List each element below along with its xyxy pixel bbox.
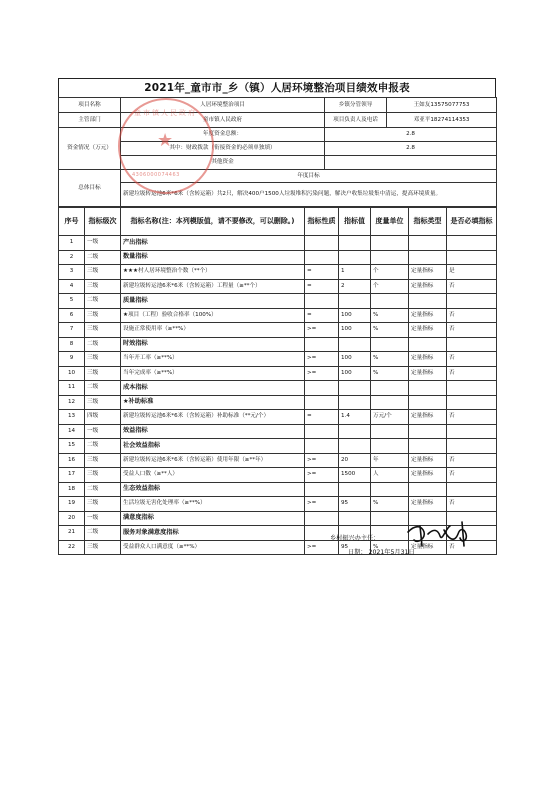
cell-required	[447, 294, 497, 309]
cell-name: 当年完成率（≥**%）	[121, 366, 305, 381]
cell-value	[339, 250, 371, 265]
col-unit: 度量单位	[371, 208, 409, 236]
cell-nature	[305, 250, 339, 265]
dept-value: 童市镇人民政府	[121, 113, 325, 128]
cell-seq: 10	[59, 366, 85, 381]
cell-nature	[305, 482, 339, 497]
leader-label: 乡镇分管领导	[325, 98, 387, 113]
table-row	[59, 497, 497, 512]
table-row	[59, 294, 497, 309]
cell-unit	[371, 381, 409, 396]
cell-name: ★★★村人居环境整治个数（**个）	[121, 265, 305, 280]
cell-nature	[305, 511, 339, 526]
cell-seq: 7	[59, 323, 85, 338]
cell-unit: 万元/个	[371, 410, 409, 425]
cell-unit: %	[371, 352, 409, 367]
cell-required	[447, 395, 497, 410]
cell-seq: 6	[59, 308, 85, 323]
cell-name: 生态效益指标	[121, 482, 305, 497]
cell-value	[339, 439, 371, 454]
table-row	[59, 352, 497, 367]
cell-unit	[371, 236, 409, 251]
table-row	[59, 366, 497, 381]
table-row	[59, 453, 497, 468]
cell-unit: 个	[371, 279, 409, 294]
seal-ring-text: 童市镇人民政府	[134, 109, 197, 117]
cell-type	[409, 337, 447, 352]
cell-required: 否	[447, 366, 497, 381]
cell-name: 产出指标	[121, 236, 305, 251]
cell-nature	[305, 236, 339, 251]
cell-type: 定量指标	[409, 352, 447, 367]
cell-seq: 15	[59, 439, 85, 454]
cell-level: 三级	[85, 366, 121, 381]
cell-type	[409, 482, 447, 497]
cell-value: 95	[339, 540, 371, 555]
cell-type	[409, 250, 447, 265]
cell-value	[339, 236, 371, 251]
other-label: 其他资金	[121, 156, 325, 170]
dept-label: 主管部门	[59, 113, 121, 128]
cell-nature	[305, 381, 339, 396]
cell-name: 社会效益指标	[121, 439, 305, 454]
table-row	[59, 236, 497, 251]
cell-seq: 5	[59, 294, 85, 309]
cell-level: 二级	[85, 482, 121, 497]
other-value	[325, 156, 497, 170]
page-title: 2021年_童市市_乡（镇）人居环境整治项目绩效申报表	[58, 78, 496, 97]
cell-unit	[371, 482, 409, 497]
cell-value	[339, 482, 371, 497]
cell-unit: %	[371, 323, 409, 338]
cell-seq: 8	[59, 337, 85, 352]
leader-value: 王如友13575077753	[387, 98, 497, 113]
table-row	[59, 308, 497, 323]
cell-level: 三级	[85, 308, 121, 323]
cell-seq: 14	[59, 424, 85, 439]
cell-required: 否	[447, 308, 497, 323]
cell-unit: %	[371, 308, 409, 323]
fiscal-label: 其中：财政拨款（衔接资金的必须单独填）	[121, 142, 325, 156]
cell-level: 三级	[85, 323, 121, 338]
cell-unit	[371, 395, 409, 410]
cell-nature	[305, 395, 339, 410]
cell-type: 定量指标	[409, 279, 447, 294]
cell-required: 否	[447, 323, 497, 338]
cell-seq: 4	[59, 279, 85, 294]
cell-level: 一级	[85, 236, 121, 251]
table-row	[59, 265, 497, 280]
cell-level: 一级	[85, 511, 121, 526]
table-row	[59, 395, 497, 410]
cell-value: 100	[339, 366, 371, 381]
cell-unit: 人	[371, 468, 409, 483]
cell-nature	[305, 337, 339, 352]
cell-type	[409, 294, 447, 309]
cell-name: 服务对象满意度指标	[121, 526, 305, 541]
cell-required	[447, 250, 497, 265]
cell-unit	[371, 337, 409, 352]
table-row	[59, 439, 497, 454]
cell-level: 三级	[85, 468, 121, 483]
cell-value: 95	[339, 497, 371, 512]
cell-value: 100	[339, 323, 371, 338]
indicator-table	[58, 207, 497, 555]
cell-level: 四级	[85, 410, 121, 425]
cell-value	[339, 424, 371, 439]
cell-value	[339, 395, 371, 410]
cell-level: 三级	[85, 395, 121, 410]
cell-unit: %	[371, 366, 409, 381]
cell-nature: >=	[305, 453, 339, 468]
table-row	[59, 482, 497, 497]
cell-required: 否	[447, 352, 497, 367]
cell-value: 1	[339, 265, 371, 280]
cell-value: 1.4	[339, 410, 371, 425]
cell-level: 二级	[85, 526, 121, 541]
cell-value: 100	[339, 352, 371, 367]
cell-unit	[371, 250, 409, 265]
cell-unit	[371, 511, 409, 526]
cell-seq: 3	[59, 265, 85, 280]
cell-level: 二级	[85, 439, 121, 454]
cell-unit: 个	[371, 265, 409, 280]
cell-nature: >=	[305, 540, 339, 555]
cell-nature: >=	[305, 323, 339, 338]
cell-type: 定量指标	[409, 497, 447, 512]
cell-unit	[371, 424, 409, 439]
cell-level: 二级	[85, 337, 121, 352]
cell-nature: =	[305, 279, 339, 294]
cell-seq: 13	[59, 410, 85, 425]
cell-seq: 17	[59, 468, 85, 483]
cell-type	[409, 381, 447, 396]
table-row	[59, 279, 497, 294]
cell-seq: 20	[59, 511, 85, 526]
cell-required: 是	[447, 265, 497, 280]
cell-level: 三级	[85, 497, 121, 512]
cell-level: 三级	[85, 265, 121, 280]
date-value: 2021年5月31日	[368, 549, 415, 556]
col-type: 指标类型	[409, 208, 447, 236]
report-sheet	[58, 78, 496, 555]
cell-level: 二级	[85, 250, 121, 265]
cell-required: 否	[447, 468, 497, 483]
footer	[330, 532, 415, 560]
cell-level: 二级	[85, 294, 121, 309]
total-label: 年度资金总额：	[121, 128, 325, 142]
cell-level: 一级	[85, 424, 121, 439]
cell-required: 否	[447, 453, 497, 468]
cell-type: 定量指标	[409, 265, 447, 280]
cell-required	[447, 482, 497, 497]
cell-name: 成本指标	[121, 381, 305, 396]
cell-seq: 22	[59, 540, 85, 555]
cell-type: 定量指标	[409, 410, 447, 425]
cell-nature: =	[305, 410, 339, 425]
cell-type: 定量指标	[409, 468, 447, 483]
cell-level: 三级	[85, 352, 121, 367]
cell-required	[447, 381, 497, 396]
cell-type	[409, 439, 447, 454]
cell-name: 生活垃圾无害化处理率（≥**%）	[121, 497, 305, 512]
cell-seq: 11	[59, 381, 85, 396]
cell-value	[339, 337, 371, 352]
seal-number: 4306000074463	[132, 172, 180, 178]
info-table	[58, 97, 497, 207]
cell-value	[339, 294, 371, 309]
cell-required	[447, 337, 497, 352]
col-seq: 序号	[59, 208, 85, 236]
cell-type: 定量指标	[409, 453, 447, 468]
cell-name: ★补助标准	[121, 395, 305, 410]
cell-name: 设施正常使用率（≥**%）	[121, 323, 305, 338]
cell-level: 二级	[85, 381, 121, 396]
cell-value	[339, 381, 371, 396]
table-row	[59, 424, 497, 439]
cell-value: 100	[339, 308, 371, 323]
cell-unit: %	[371, 540, 409, 555]
cell-name: 新建垃圾转运池6米*6米（含转运箱）补助标准（**元/个）	[121, 410, 305, 425]
owner-value: 邓亚平18274114353	[387, 113, 497, 128]
cell-required: 否	[447, 540, 497, 555]
seal-star-icon: ★	[157, 130, 174, 151]
cell-required: 否	[447, 410, 497, 425]
cell-type: 定量指标	[409, 540, 447, 555]
col-required: 是否必填指标	[447, 208, 497, 236]
cell-value: 20	[339, 453, 371, 468]
table-row	[59, 381, 497, 396]
cell-unit	[371, 294, 409, 309]
table-row	[59, 468, 497, 483]
cell-unit: %	[371, 497, 409, 512]
cell-nature	[305, 424, 339, 439]
cell-nature	[305, 439, 339, 454]
handwritten-signature	[404, 518, 476, 550]
cell-level: 三级	[85, 279, 121, 294]
cell-name: 新建垃圾转运池6米*6米（含转运箱）工程量（≥**个）	[121, 279, 305, 294]
cell-name: 质量指标	[121, 294, 305, 309]
director-label: 乡村振兴办主任：	[330, 535, 380, 542]
cell-name: 新建垃圾转运池6米*6米（含转运箱）使用年限（≥**年）	[121, 453, 305, 468]
cell-name: 受益群众人口满意度（≥**%）	[121, 540, 305, 555]
col-level: 指标级次	[85, 208, 121, 236]
project-name-label: 项目名称	[59, 98, 121, 113]
cell-nature: >=	[305, 468, 339, 483]
cell-name: ★项目（工程）验收合格率（100%）	[121, 308, 305, 323]
cell-seq: 2	[59, 250, 85, 265]
cell-seq: 21	[59, 526, 85, 541]
cell-seq: 19	[59, 497, 85, 512]
cell-nature	[305, 294, 339, 309]
cell-seq: 9	[59, 352, 85, 367]
cell-name: 当年开工率（≥**%）	[121, 352, 305, 367]
cell-type: 定量指标	[409, 308, 447, 323]
cell-nature: >=	[305, 497, 339, 512]
cell-nature: >=	[305, 366, 339, 381]
cell-value: 1500	[339, 468, 371, 483]
cell-name: 数量指标	[121, 250, 305, 265]
goal-text: 新建垃圾转运池6米*6米（含转运箱）共2只，解决400户1500人垃圾堆积污染问题，解决户收集垃圾集中清运，提高环境质量。	[121, 183, 497, 207]
table-row	[59, 410, 497, 425]
cell-required: 否	[447, 279, 497, 294]
table-row	[59, 250, 497, 265]
cell-seq: 1	[59, 236, 85, 251]
cell-required	[447, 236, 497, 251]
table-row	[59, 337, 497, 352]
cell-value	[339, 511, 371, 526]
cell-type: 定量指标	[409, 323, 447, 338]
cell-nature: =	[305, 308, 339, 323]
cell-level: 三级	[85, 540, 121, 555]
col-name: 指标名称(注：本列模版值，请不要修改，可以删除。)	[121, 208, 305, 236]
goal-label: 总体目标	[59, 170, 121, 207]
date-label: 日期：	[348, 549, 367, 556]
table-row	[59, 323, 497, 338]
cell-type	[409, 424, 447, 439]
owner-label: 项目负责人及电话	[325, 113, 387, 128]
cell-name: 时效指标	[121, 337, 305, 352]
cell-required	[447, 424, 497, 439]
col-nature: 指标性质	[305, 208, 339, 236]
cell-required	[447, 439, 497, 454]
cell-seq: 12	[59, 395, 85, 410]
cell-seq: 18	[59, 482, 85, 497]
cell-unit	[371, 439, 409, 454]
cell-value: 2	[339, 279, 371, 294]
cell-name: 满意度指标	[121, 511, 305, 526]
cell-seq: 16	[59, 453, 85, 468]
cell-name: 受益人口数（≥**人）	[121, 468, 305, 483]
project-name-value: 人居环境整治项目	[121, 98, 325, 113]
fiscal-value: 2.8	[325, 142, 497, 156]
cell-required: 否	[447, 497, 497, 512]
total-value: 2.8	[325, 128, 497, 142]
cell-nature: =	[305, 265, 339, 280]
goal-header: 年度目标	[121, 170, 497, 183]
cell-type	[409, 236, 447, 251]
cell-unit: 年	[371, 453, 409, 468]
col-value: 指标值	[339, 208, 371, 236]
cell-nature: >=	[305, 352, 339, 367]
indicator-rows	[59, 236, 497, 555]
cell-type: 定量指标	[409, 366, 447, 381]
cell-level: 三级	[85, 453, 121, 468]
cell-name: 效益指标	[121, 424, 305, 439]
cell-type	[409, 395, 447, 410]
funds-label: 资金情况（万元）	[59, 128, 121, 170]
